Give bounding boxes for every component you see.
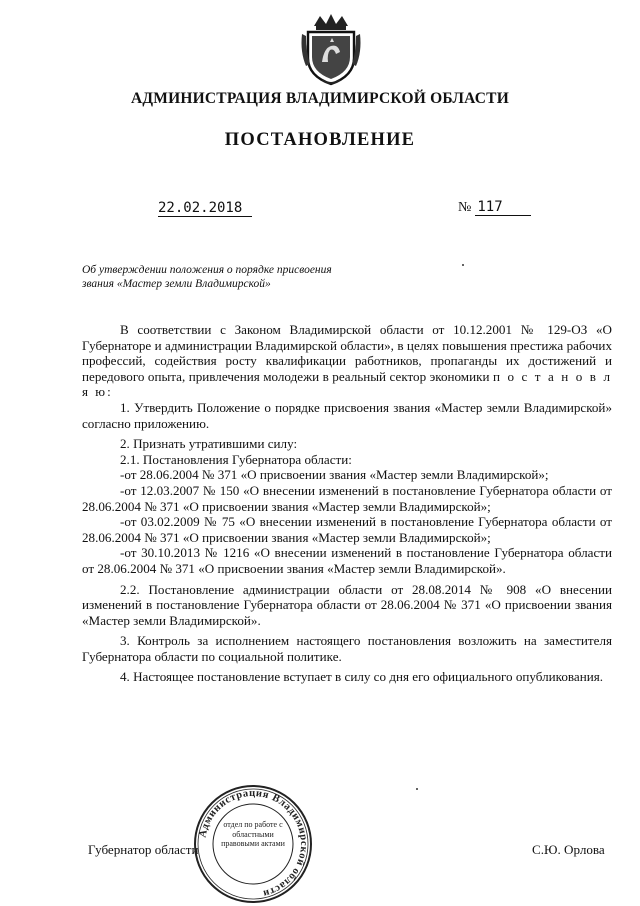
speck-mark [416,788,418,790]
document-number [458,199,531,216]
clause-2-1: 2.1. Постановления Губернатора области: [120,451,352,467]
clause-2-2: 2.2. Постановление администрации области от 28.08.2014 № 908 «О внесении изменений в постановление Губернатора области от 28.06.2004 № 371 «О присвоении звания «Мастер земли Владимирской». [82,581,612,628]
clause-2-1-item: -от 12.03.2007 № 150 «О внесении изменений в постановление Губернатора области от 28.06.2004 № 371 «О присвоении звания «Мастер земли Владимирской»; [82,482,612,514]
stamp-inner-text: отдел по работе с областными правовыми актами [221,820,285,848]
clause-1: 1. Утвердить Положение о порядке присвоения звания «Мастер земли Владимирской» согласно приложению. [82,399,612,431]
document-type-title: ПОСТАНОВЛЕНИЕ [224,130,416,150]
official-stamp [188,782,318,906]
document-body [82,322,612,685]
signatory-name: С.Ю. Орлова [532,842,605,857]
subject-line: Об утверждении положения о порядке присвоения [82,264,332,276]
organization-title: АДМИНИСТРАЦИЯ ВЛАДИМИРСКОЙ ОБЛАСТИ [131,90,509,107]
clause-2-1-item: -от 03.02.2009 № 75 «О внесении изменений в постановление Губернатора области от 28.06.2004 № 371 «О присвоении звания «Мастер земли Владимирской»; [82,514,612,545]
number-label: № [458,200,472,215]
preamble-paragraph [82,322,612,400]
subject-line: звания «Мастер земли Владимирской» [82,278,271,290]
preamble-text: В соответствии с Законом Владимирской области от 10.12.2001 № 129-ОЗ «О Губернаторе и администрации Владимирской области», в целях повышения престижа рабочих профессий, содействия росту квалификации работников, пропаганды их достижений и передового опыта, привлечения молодежи в реальный сектор экономики [82,322,612,384]
coat-of-arms-icon [300,12,362,86]
clause-2-1-item: -от 30.10.2013 № 1216 «О внесении изменений в постановление Губернатора области от 28.06.2004 № 371 «О присвоении звания «Мастер земли Владимирской». [82,545,612,576]
clause-4: 4. Настоящее постановление вступает в силу со дня его официального опубликования. [120,669,604,685]
stamp-outer-text: Администрация Владимирской области [197,787,310,899]
resolve-word: п о с т а н о в л я ю: [82,368,612,400]
number-value: 117 [475,199,530,216]
speck-mark [462,264,464,266]
clause-2-1-item: -от 28.06.2004 № 371 «О присвоении звания «Мастер земли Владимирской»; [120,467,549,483]
document-date: 22.02.2018 [158,200,252,217]
clause-2: 2. Признать утратившими силу: [120,436,298,452]
signatory-title: Губернатор области [88,842,199,857]
clause-3: 3. Контроль за исполнением настоящего постановления возложить на заместителя Губернатора области по социальной политике. [82,633,612,664]
document-subject [82,263,382,291]
